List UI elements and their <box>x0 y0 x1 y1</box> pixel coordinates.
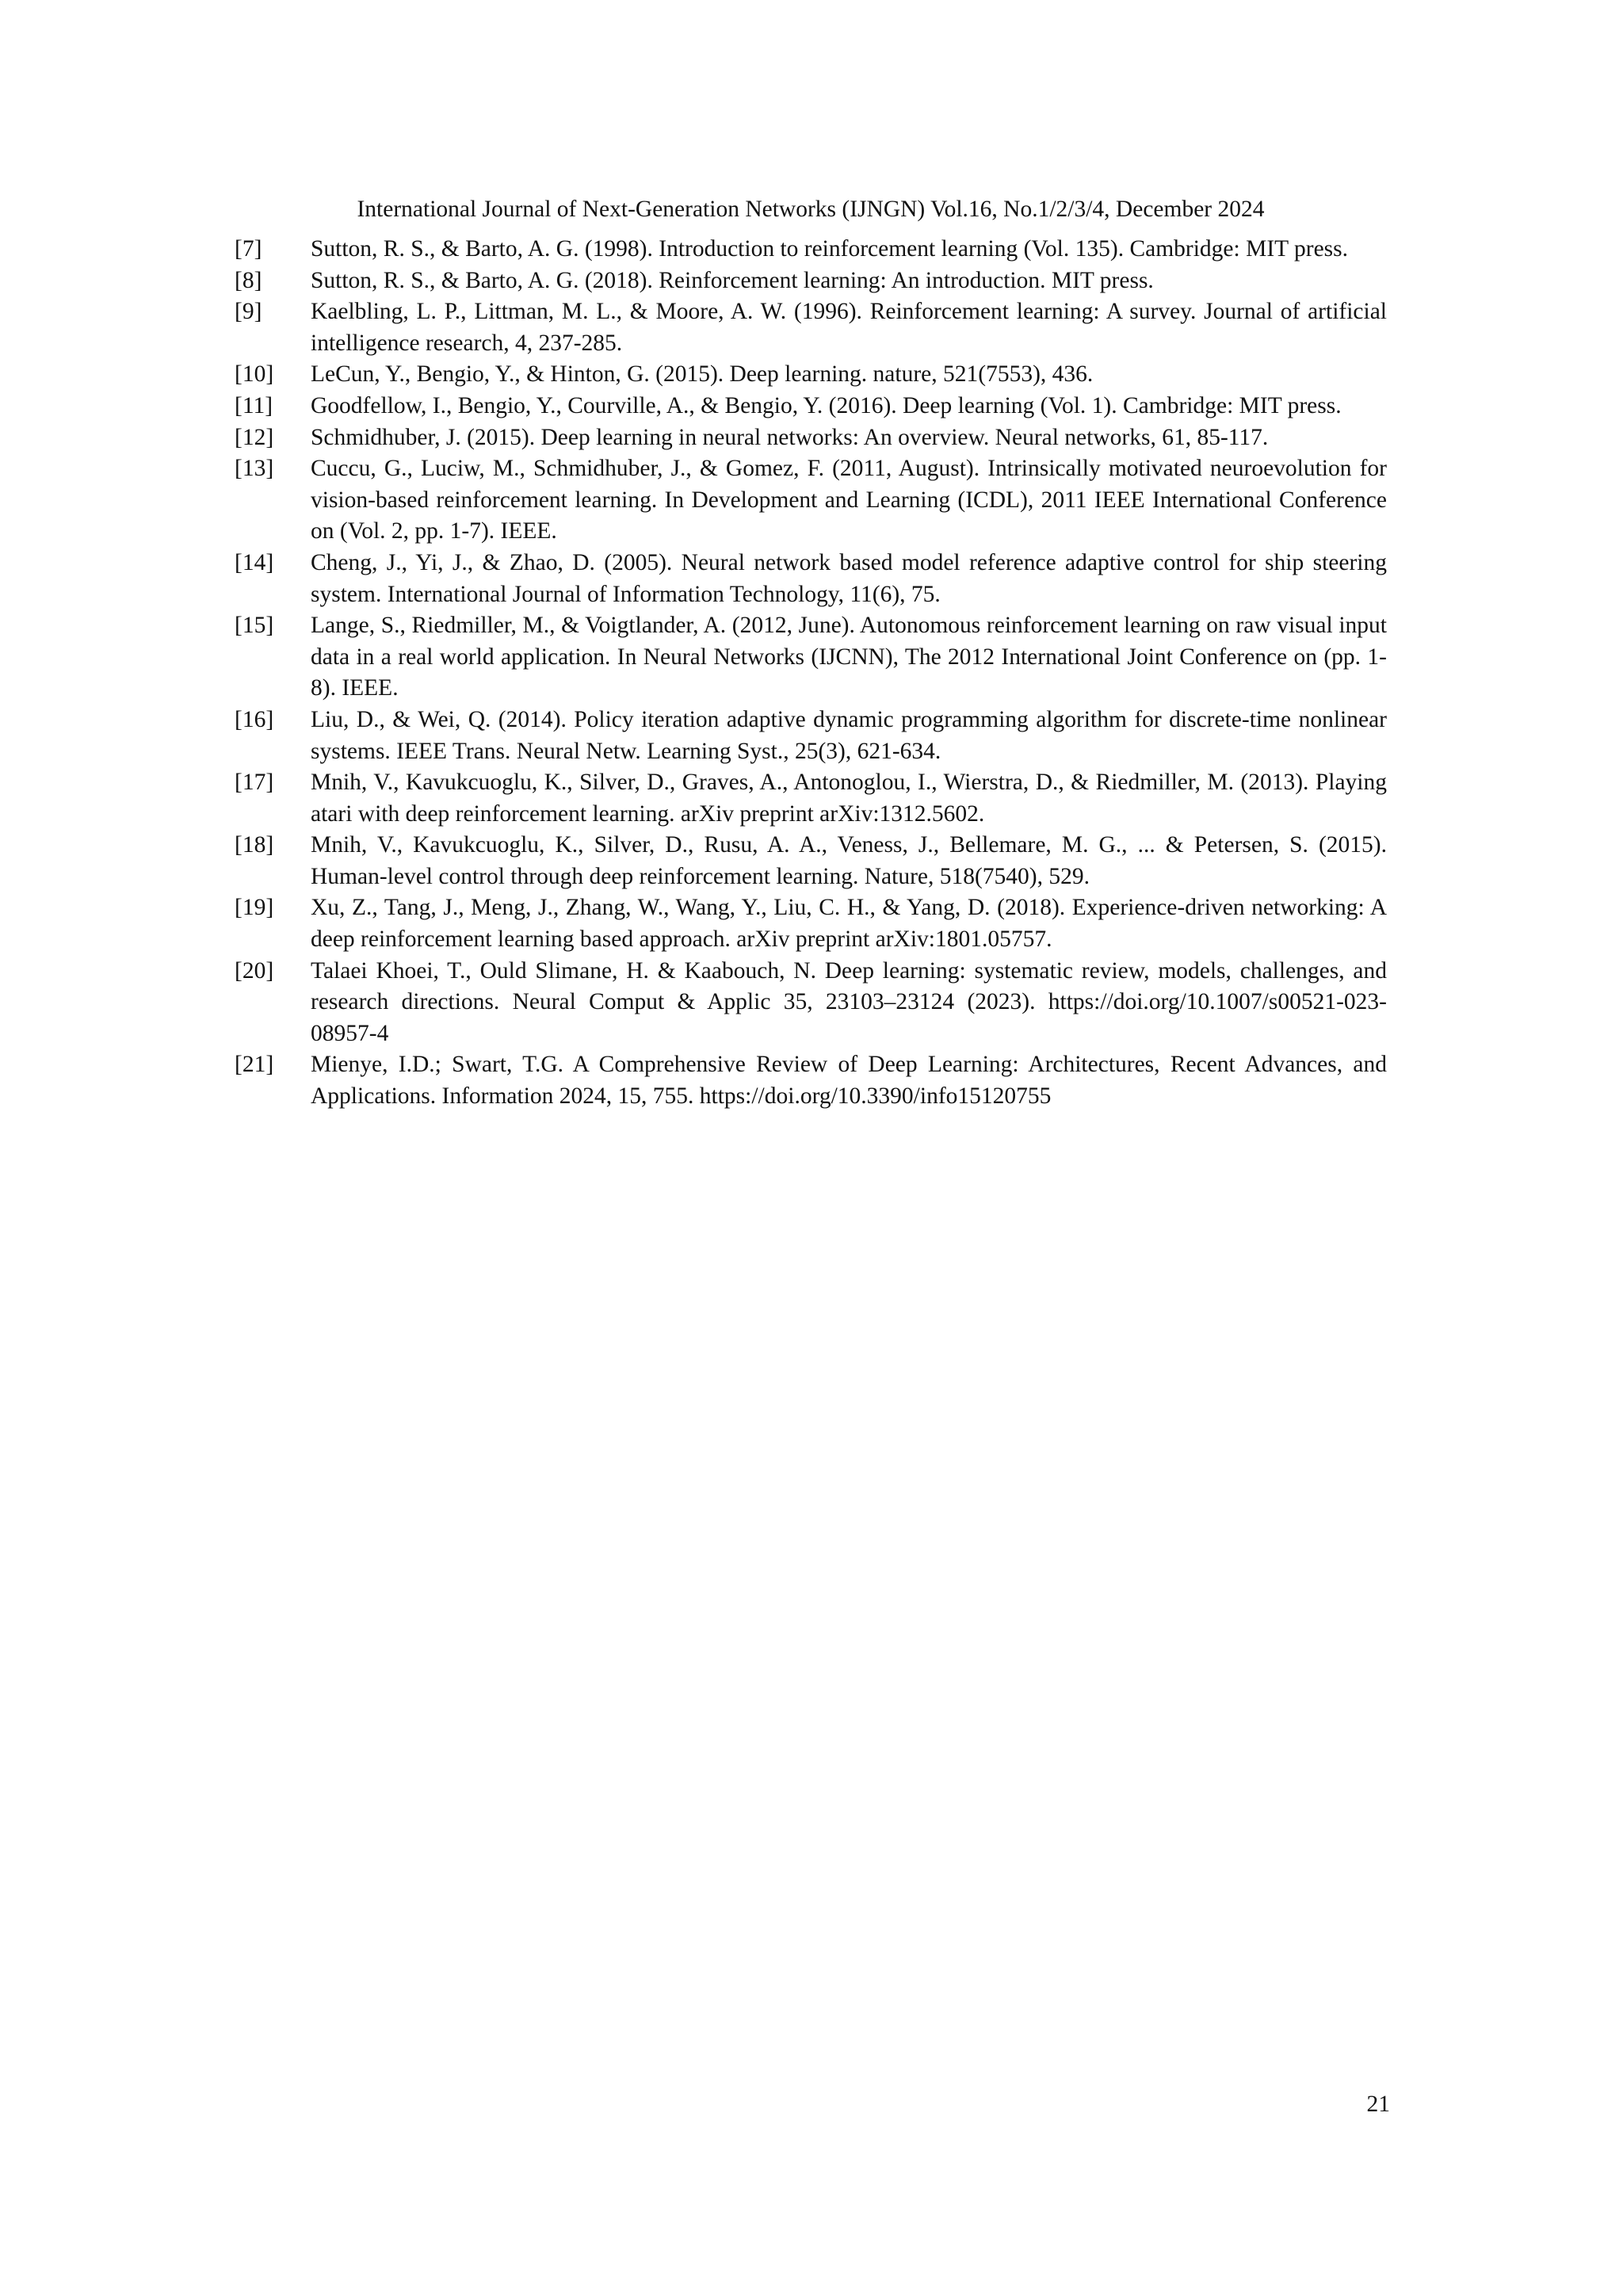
reference-number: [12] <box>235 424 274 450</box>
reference-item <box>235 830 1387 892</box>
reference-item <box>235 422 1387 454</box>
reference-text: Sutton, R. S., & Barto, A. G. (1998). Introduction to reinforcement learning (Vol. 135). Cambridge: MIT press. <box>311 236 1349 262</box>
reference-number: [21] <box>235 1052 274 1078</box>
reference-text: Mnih, V., Kavukcuoglu, K., Silver, D., Graves, A., Antonoglou, I., Wierstra, D., & Riedmiller, M. (2013). Playing atari with deep reinforcement learning. arXiv preprint arXiv:1312.5602. <box>311 770 1387 827</box>
reference-number: [13] <box>235 456 274 482</box>
reference-text: Liu, D., & Wei, Q. (2014). Policy iteration adaptive dynamic programming algorithm for discrete-time nonlinear systems. IEEE Trans. Neural Netw. Learning Syst., 25(3), 621-634. <box>311 706 1387 764</box>
page-number: 21 <box>1366 2092 1390 2117</box>
reference-item <box>235 1049 1387 1112</box>
reference-list <box>235 234 1387 1113</box>
reference-number: [8] <box>235 267 262 293</box>
reference-number: [7] <box>235 236 262 262</box>
reference-number: [16] <box>235 706 274 732</box>
reference-text: Lange, S., Riedmiller, M., & Voigtlander, A. (2012, June). Autonomous reinforcement learning on raw visual input data in a real world application. In Neural Networks (IJCNN), The 2012 International Joint Conference on (pp. 1-8). IEEE. <box>311 613 1387 701</box>
reference-item <box>235 234 1387 266</box>
reference-number: [19] <box>235 895 274 921</box>
reference-item <box>235 548 1387 610</box>
reference-number: [11] <box>235 392 273 418</box>
reference-item <box>235 453 1387 548</box>
reference-text: Mnih, V., Kavukcuoglu, K., Silver, D., Rusu, A. A., Veness, J., Bellemare, M. G., ... & Petersen, S. (2015). Human-level control through deep reinforcement learning. Nature, 518(7540), 529. <box>311 832 1387 889</box>
reference-text: Sutton, R. S., & Barto, A. G. (2018). Reinforcement learning: An introduction. MIT press. <box>311 267 1154 293</box>
reference-text: Schmidhuber, J. (2015). Deep learning in neural networks: An overview. Neural networks, 61, 85-117. <box>311 424 1269 450</box>
reference-number: [14] <box>235 549 274 575</box>
reference-item <box>235 892 1387 955</box>
reference-item <box>235 359 1387 391</box>
reference-number: [15] <box>235 613 274 639</box>
reference-text: Cheng, J., Yi, J., & Zhao, D. (2005). Neural network based model reference adaptive control for ship steering system. International Journal of Information Technology, 11(6), 75. <box>311 549 1387 607</box>
reference-item <box>235 296 1387 359</box>
reference-text: LeCun, Y., Bengio, Y., & Hinton, G. (2015). Deep learning. nature, 521(7553), 436. <box>311 361 1094 388</box>
reference-item <box>235 767 1387 830</box>
reference-text: Goodfellow, I., Bengio, Y., Courville, A., & Bengio, Y. (2016). Deep learning (Vol. 1). Cambridge: MIT press. <box>311 392 1342 418</box>
running-header: International Journal of Next-Generation Networks (IJNGN) Vol.16, No.1/2/3/4, December 2024 <box>357 197 1265 222</box>
reference-number: [17] <box>235 770 274 796</box>
reference-text: Xu, Z., Tang, J., Meng, J., Zhang, W., Wang, Y., Liu, C. H., & Yang, D. (2018). Experience-driven networking: A deep reinforcement learning based approach. arXiv preprint arXiv:1801.05757. <box>311 895 1387 953</box>
reference-text: Mienye, I.D.; Swart, T.G. A Comprehensive Review of Deep Learning: Architectures, Recent Advances, and Applications. Information 2024, 15, 755. https://doi.org/10.3390/info15120755 <box>311 1052 1387 1110</box>
reference-item <box>235 610 1387 705</box>
reference-number: [20] <box>235 957 274 984</box>
reference-item <box>235 956 1387 1050</box>
reference-text: Kaelbling, L. P., Littman, M. L., & Moore, A. W. (1996). Reinforcement learning: A survey. Journal of artificial intelligence research, 4, 237-285. <box>311 299 1387 356</box>
reference-text: Talaei Khoei, T., Ould Slimane, H. & Kaabouch, N. Deep learning: systematic review, models, challenges, and research directions. Neural Comput & Applic 35, 23103–23124 (2023). https://doi.org/10.1007/s00521-023-08957-4 <box>311 957 1387 1046</box>
reference-item <box>235 705 1387 767</box>
reference-item <box>235 266 1387 297</box>
reference-item <box>235 391 1387 422</box>
reference-number: [9] <box>235 299 262 325</box>
reference-number: [18] <box>235 832 274 858</box>
reference-number: [10] <box>235 361 274 388</box>
reference-text: Cuccu, G., Luciw, M., Schmidhuber, J., & Gomez, F. (2011, August). Intrinsically motivated neuroevolution for vision-based reinforcement learning. In Development and Learning (ICDL), 2011 IEEE International Conference on (Vol. 2, pp. 1-7). IEEE. <box>311 456 1387 544</box>
